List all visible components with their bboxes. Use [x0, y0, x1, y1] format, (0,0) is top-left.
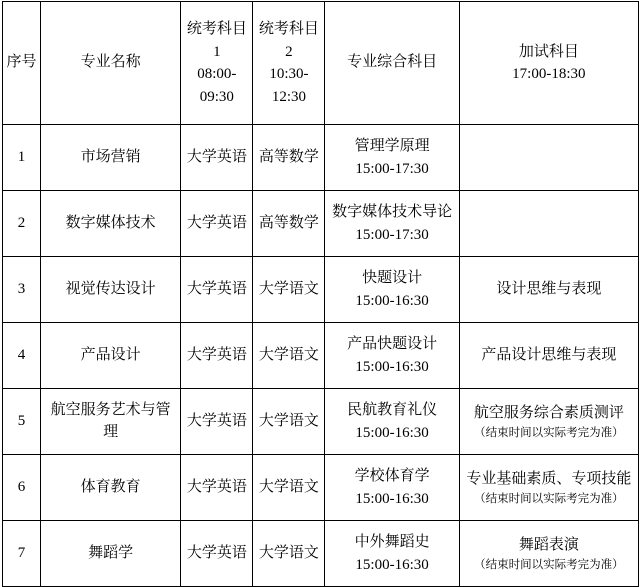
comp-name: 产品快题设计 — [347, 336, 438, 352]
extra-name: 设计思维与表现 — [496, 280, 602, 297]
row-extra — [459, 323, 638, 389]
header-cell-subject1 — [181, 2, 253, 125]
extra-name: 专业基础素质、专项技能 — [466, 470, 632, 487]
extra-note: （结束时间以实际考完为准） — [474, 493, 624, 506]
row-major: 产品设计 — [41, 323, 181, 389]
row-no: 4 — [3, 323, 41, 389]
comp-name: 学校体育学 — [354, 468, 430, 484]
row-subject2: 高等数学 — [253, 125, 325, 191]
comp-time: 15:00-16:30 — [355, 556, 429, 573]
extra-name: 产品设计思维与表现 — [481, 346, 617, 363]
comp-name: 数字媒体技术导论 — [332, 204, 453, 220]
table-header — [3, 2, 639, 125]
table-row — [3, 455, 639, 521]
comp-time: 15:00-16:30 — [355, 424, 429, 441]
row-subject2: 高等数学 — [253, 191, 325, 257]
comp-time: 15:00-16:30 — [355, 490, 429, 507]
extra-name: 航空服务综合素质测评 — [473, 404, 624, 421]
extra-title: 加试科目 — [518, 43, 579, 60]
row-subject2: 大学语文 — [253, 389, 325, 455]
subject2-title: 统考科目 — [258, 21, 319, 37]
comp-name: 管理学原理 — [354, 138, 430, 154]
row-no: 1 — [3, 125, 41, 191]
row-subject2: 大学语文 — [253, 323, 325, 389]
subject2-time-start: 10:30- — [269, 66, 309, 82]
row-no: 5 — [3, 389, 41, 455]
exam-schedule-table — [2, 1, 639, 587]
row-major: 视觉传达设计 — [41, 257, 181, 323]
header-cell-subject2 — [253, 2, 325, 125]
row-comprehensive — [325, 521, 459, 587]
extra-time: 17:00-18:30 — [512, 66, 586, 82]
row-major: 数字媒体技术 — [41, 191, 181, 257]
table-row — [3, 389, 639, 455]
row-extra — [459, 125, 638, 191]
row-comprehensive — [325, 323, 459, 389]
row-no: 7 — [3, 521, 41, 587]
row-comprehensive — [325, 191, 459, 257]
table-row — [3, 191, 639, 257]
header-cell-extra — [459, 2, 638, 125]
row-subject1: 大学英语 — [181, 455, 253, 521]
row-subject1: 大学英语 — [181, 389, 253, 455]
row-comprehensive — [325, 257, 459, 323]
row-subject2: 大学语文 — [253, 257, 325, 323]
row-subject1: 大学英语 — [181, 323, 253, 389]
row-major: 舞蹈学 — [41, 521, 181, 587]
row-subject1: 大学英语 — [181, 125, 253, 191]
table-body — [3, 125, 639, 587]
row-major: 体育教育 — [41, 455, 181, 521]
row-comprehensive — [325, 455, 459, 521]
table-row — [3, 125, 639, 191]
subject1-index: 1 — [213, 43, 221, 60]
row-extra — [459, 257, 638, 323]
comp-time: 15:00-16:30 — [355, 292, 429, 309]
subject1-title: 统考科目 — [186, 21, 247, 37]
row-subject2: 大学语文 — [253, 455, 325, 521]
row-subject1: 大学英语 — [181, 257, 253, 323]
row-subject1: 大学英语 — [181, 191, 253, 257]
row-major: 市场营销 — [41, 125, 181, 191]
row-extra — [459, 455, 638, 521]
comp-name: 民航教育礼仪 — [347, 402, 438, 418]
row-no: 6 — [3, 455, 41, 521]
table-row — [3, 521, 639, 587]
comp-time: 15:00-17:30 — [355, 226, 429, 243]
comp-name: 快题设计 — [362, 270, 423, 286]
extra-name: 舞蹈表演 — [518, 536, 579, 553]
comp-time: 15:00-16:30 — [355, 358, 429, 375]
subject1-time-end: 09:30 — [199, 88, 234, 105]
subject2-index: 2 — [285, 43, 293, 60]
exam-schedule-sheet — [0, 1, 641, 573]
row-major: 航空服务艺术与管理 — [41, 389, 181, 455]
row-no: 2 — [3, 191, 41, 257]
row-comprehensive — [325, 389, 459, 455]
row-extra — [459, 521, 638, 587]
subject1-time-start: 08:00- — [197, 66, 237, 82]
row-extra — [459, 191, 638, 257]
header-row — [3, 2, 639, 125]
row-no: 3 — [3, 257, 41, 323]
header-cell-major: 专业名称 — [41, 2, 181, 125]
row-extra — [459, 389, 638, 455]
subject2-time-end: 12:30 — [271, 88, 307, 105]
table-row — [3, 257, 639, 323]
row-comprehensive — [325, 125, 459, 191]
extra-note: （结束时间以实际考完为准） — [474, 427, 624, 440]
table-row — [3, 323, 639, 389]
comp-time: 15:00-17:30 — [355, 160, 429, 177]
row-subject1: 大学英语 — [181, 521, 253, 587]
extra-note: （结束时间以实际考完为准） — [474, 559, 624, 572]
comp-name: 中外舞蹈史 — [354, 534, 430, 550]
row-subject2: 大学语文 — [253, 521, 325, 587]
header-cell-comprehensive: 专业综合科目 — [325, 2, 459, 125]
header-cell-no: 序号 — [3, 2, 41, 125]
